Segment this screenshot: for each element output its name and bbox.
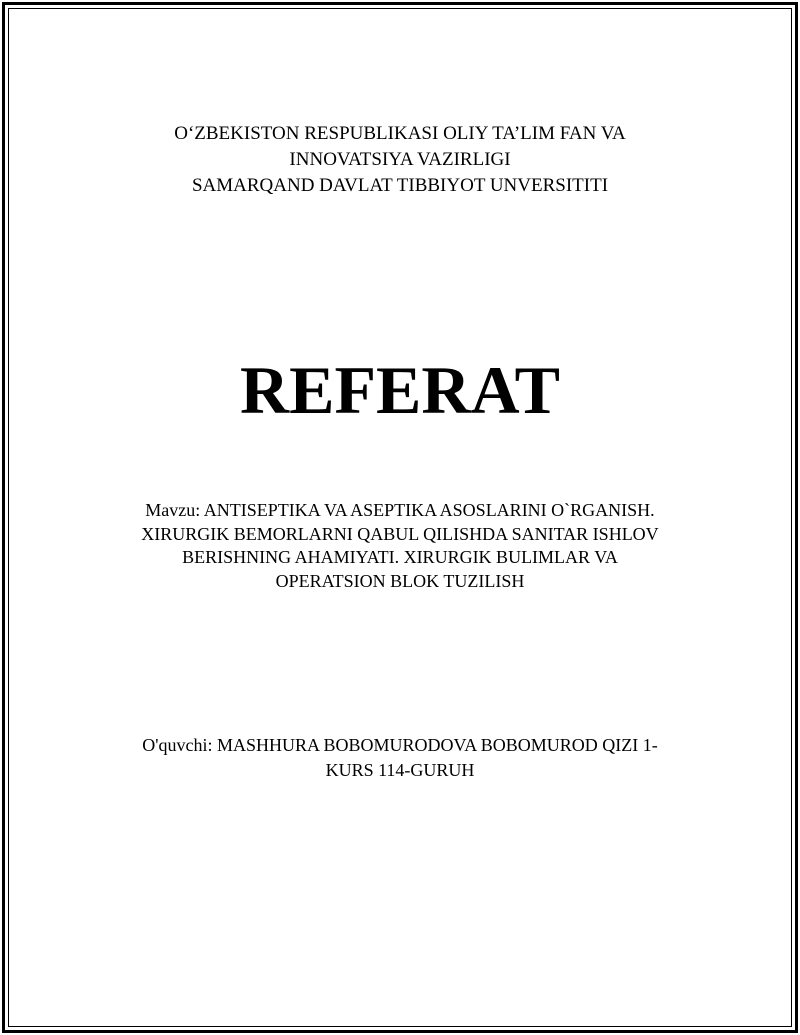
header-line: SAMARQAND DAVLAT TIBBIYOT UNVERSITITI — [191, 175, 609, 196]
student-line: KURS 114-GURUH — [325, 760, 475, 780]
document-title: REFERAT — [240, 352, 560, 428]
topic-line: BERISHNING AHAMIYATI. XIRURGIK BULIMLAR VA — [182, 547, 618, 567]
topic-line: XIRURGIK BEMORLARNI QABUL QILISHDA SANITAR ISHLOV — [141, 523, 659, 544]
student-line: O'quvchi: MASHHURA BOBOMURODOVA BOBOMUROD QIZI 1- — [142, 735, 658, 755]
institution-header — [0, 121, 800, 199]
topic-line: Mavzu: ANTISEPTIKA VA ASEPTIKA ASOSLARINI O`RGANISH. — [145, 500, 655, 520]
header-line: O‘ZBEKISTON RESPUBLIKASI OLIY TA’LIM FAN VA — [174, 123, 626, 144]
student-block — [120, 733, 680, 783]
header-line: INNOVATSIYA VAZIRLIGI — [289, 149, 511, 170]
topic-line: OPERATSION BLOK TUZILISH — [275, 570, 525, 591]
topic-block — [120, 499, 680, 593]
